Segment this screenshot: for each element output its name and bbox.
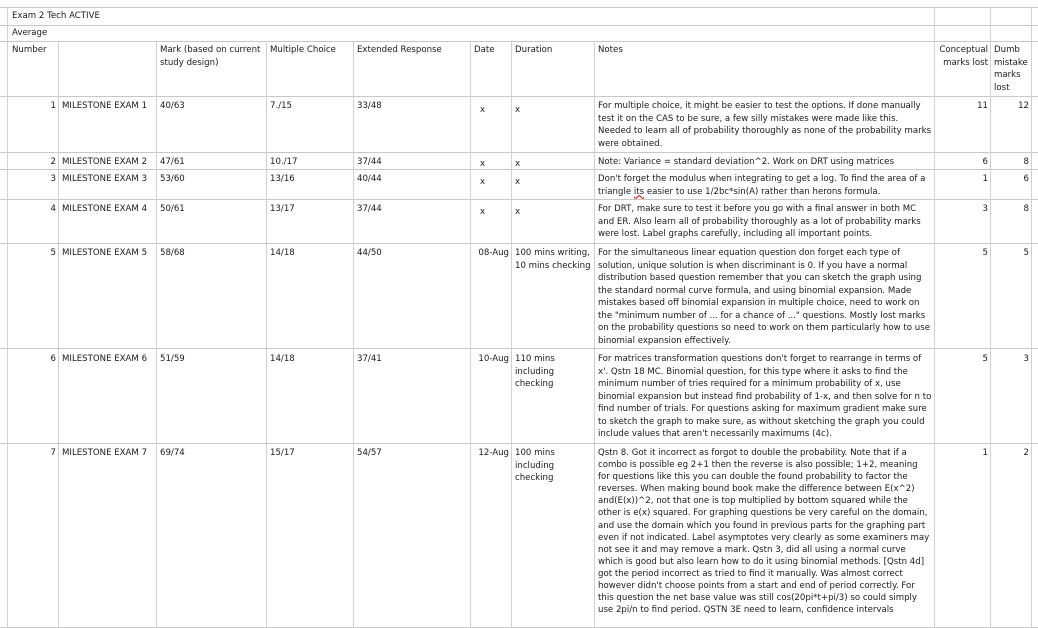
header-multiple-choice[interactable]: Multiple Choice	[270, 45, 336, 55]
mark[interactable]: 50/61	[160, 204, 185, 214]
duration[interactable]: 100 mins including checking	[515, 448, 555, 483]
date[interactable]: x	[480, 177, 486, 187]
duration[interactable]: x	[515, 159, 521, 169]
conceptual-marks-lost[interactable]: 1	[982, 174, 988, 184]
conceptual-marks-lost[interactable]: 5	[982, 248, 988, 258]
multiple-choice[interactable]: 14/18	[270, 354, 295, 364]
sheet-title[interactable]: Exam 2 Tech ACTIVE	[12, 11, 100, 21]
multiple-choice[interactable]: 13/16	[270, 174, 295, 184]
exam-name[interactable]: MILESTONE EXAM 4	[62, 204, 148, 214]
dumb-mistake-marks-lost[interactable]: 8	[1023, 204, 1029, 214]
notes-text-part-1: Don't forget the modulus when integrating to get a log. To find the area of a triangle	[598, 174, 926, 197]
notes[interactable]: Note: Variance = standard deviation^2. Work on DRT using matrices	[598, 157, 894, 167]
date[interactable]: x	[480, 207, 486, 217]
extended-response[interactable]: 37/41	[357, 354, 382, 364]
header-date[interactable]: Date	[474, 45, 495, 55]
header-mark[interactable]: Mark (based on current study design)	[160, 45, 261, 68]
sheet-subtitle[interactable]: Average	[12, 28, 48, 38]
extended-response[interactable]: 54/57	[357, 448, 382, 458]
dumb-mistake-marks-lost[interactable]: 2	[1023, 448, 1029, 458]
row-number[interactable]: 6	[50, 354, 56, 364]
duration[interactable]: x	[515, 105, 521, 115]
notes[interactable]: Qstn 8. Got it incorrect as forgot to double the probability. Note that if a combo is possible eg 2+1 then the reverse is also possible; 1+2, meaning for questions like this you can double the found probability to factor the reverses. When making bound book make the difference between E(x^2) and(E(x))^2, not that one is top multiplied by bottom squared while the other is e(x) squared. For graphing questions be very careful on the domain, and use the domain which you found in previous parts for the graphing part even if not indicated. Label asymptotes very clearly as some examiners may not see it and may remove a mark. Qstn 3, did all using a normal curve which is good but also learn how to do it using binomial methods. [Qstn 4d] got the period incorrect as tried to find it manually. Was almost correct however didn't choose points from a start and end of period correctly. For this question the net base value was still cos(20pi*t+pi/3) so could simply use 2pi/n to find period. QSTN 3E need to learn, confidence intervals	[598, 448, 930, 616]
conceptual-marks-lost[interactable]: 3	[982, 204, 988, 214]
dumb-mistake-marks-lost[interactable]: 5	[1023, 248, 1029, 258]
header-dumb-mistake-marks-lost[interactable]: Dumb mistake marks lost	[994, 45, 1028, 93]
dumb-mistake-marks-lost[interactable]: 6	[1023, 174, 1029, 184]
mark[interactable]: 69/74	[160, 448, 185, 458]
mark[interactable]: 47/61	[160, 157, 185, 167]
header-notes[interactable]: Notes	[598, 45, 623, 55]
row-number[interactable]: 7	[50, 448, 56, 458]
extended-response[interactable]: 37/44	[357, 157, 382, 167]
conceptual-marks-lost[interactable]: 5	[982, 354, 988, 364]
notes[interactable]: For matrices transformation questions don't forget to rearrange in terms of x'. Qstn 18 MC. Binomial question, for this type where it asks to find the minimum number of tries required for a minimum probability of x, use binomial expansion but instead find probability of 1-x, and then solve for n to find number of trials. For questions asking for maximum gradient make sure to sketch the graph to make sure, as without sketching the graph you could include values that aren't necessarily maximums (4c).	[598, 354, 932, 439]
multiple-choice[interactable]: 7./15	[270, 101, 293, 111]
spellcheck-underlined-word: its	[633, 186, 645, 197]
multiple-choice[interactable]: 15/17	[270, 448, 295, 458]
duration[interactable]: x	[515, 177, 521, 187]
header-conceptual-marks-lost[interactable]: Conceptual marks lost	[939, 45, 988, 68]
duration[interactable]: x	[515, 207, 521, 217]
exam-name[interactable]: MILESTONE EXAM 7	[62, 448, 148, 458]
mark[interactable]: 58/68	[160, 248, 185, 258]
date[interactable]: 12-Aug	[478, 448, 509, 458]
date[interactable]: x	[480, 159, 486, 169]
mark[interactable]: 40/63	[160, 101, 185, 111]
dumb-mistake-marks-lost[interactable]: 8	[1023, 157, 1029, 167]
row-number[interactable]: 2	[50, 157, 56, 167]
notes-text-part-2: easier to use 1/2bc*sin(A) rather than herons formula.	[644, 186, 881, 197]
extended-response[interactable]: 33/48	[357, 101, 382, 111]
multiple-choice[interactable]: 10./17	[270, 157, 298, 167]
exam-name[interactable]: MILESTONE EXAM 2	[62, 157, 148, 167]
extended-response[interactable]: 40/44	[357, 174, 382, 184]
row-number[interactable]: 1	[50, 101, 56, 111]
multiple-choice[interactable]: 13/17	[270, 204, 295, 214]
date[interactable]: 10-Aug	[478, 354, 509, 364]
exam-name[interactable]: MILESTONE EXAM 1	[62, 101, 148, 111]
notes[interactable]: For DRT, make sure to test it before you go with a final answer in both MC and ER. Also learn all of probability thoroughly as a lot of probability marks were lost. Label graphs carefully, including all important points.	[598, 204, 921, 239]
exam-name[interactable]: MILESTONE EXAM 6	[62, 354, 148, 364]
header-extended-response[interactable]: Extended Response	[357, 45, 442, 55]
header-duration[interactable]: Duration	[515, 45, 553, 55]
exam-name[interactable]: MILESTONE EXAM 5	[62, 248, 148, 258]
notes[interactable]: For the simultaneous linear equation question don forget each type of solution, unique solution is when discriminant is 0. If you have a normal distribution based question remember that you can sketch the graph using the standard normal curve formula, and using binomial expansion. Made mistakes based off binomial expansion in multiple choice, need to work on the "minimum number of ... for a chance of ..." questions. Mostly lost marks on the probability questions so need to work on them particularly how to use binomial expansion effectively.	[598, 248, 931, 346]
conceptual-marks-lost[interactable]: 6	[982, 157, 988, 167]
extended-response[interactable]: 44/50	[357, 248, 382, 258]
row-number[interactable]: 5	[50, 248, 56, 258]
mark[interactable]: 51/59	[160, 354, 185, 364]
notes[interactable]	[598, 173, 932, 198]
dumb-mistake-marks-lost[interactable]: 12	[1018, 101, 1029, 111]
exam-name[interactable]: MILESTONE EXAM 3	[62, 174, 148, 184]
row-number[interactable]: 3	[50, 174, 56, 184]
date[interactable]: 08-Aug	[478, 248, 509, 258]
conceptual-marks-lost[interactable]: 11	[977, 101, 988, 111]
duration[interactable]: 110 mins including checking	[515, 354, 555, 389]
row-number[interactable]: 4	[50, 204, 56, 214]
conceptual-marks-lost[interactable]: 1	[982, 448, 988, 458]
date[interactable]: x	[480, 105, 486, 115]
header-number[interactable]: Number	[12, 45, 47, 55]
notes[interactable]: For multiple choice, it might be easier to test the options. If done manually test it on the CAS to be sure, a few silly mistakes were made like this. Needed to learn all of probability thoroughly as none of the probability marks were obtained.	[598, 101, 932, 149]
multiple-choice[interactable]: 14/18	[270, 248, 295, 258]
mark[interactable]: 53/60	[160, 174, 185, 184]
dumb-mistake-marks-lost[interactable]: 3	[1023, 354, 1029, 364]
duration[interactable]: 100 mins writing, 10 mins checking	[515, 248, 591, 271]
extended-response[interactable]: 37/44	[357, 204, 382, 214]
